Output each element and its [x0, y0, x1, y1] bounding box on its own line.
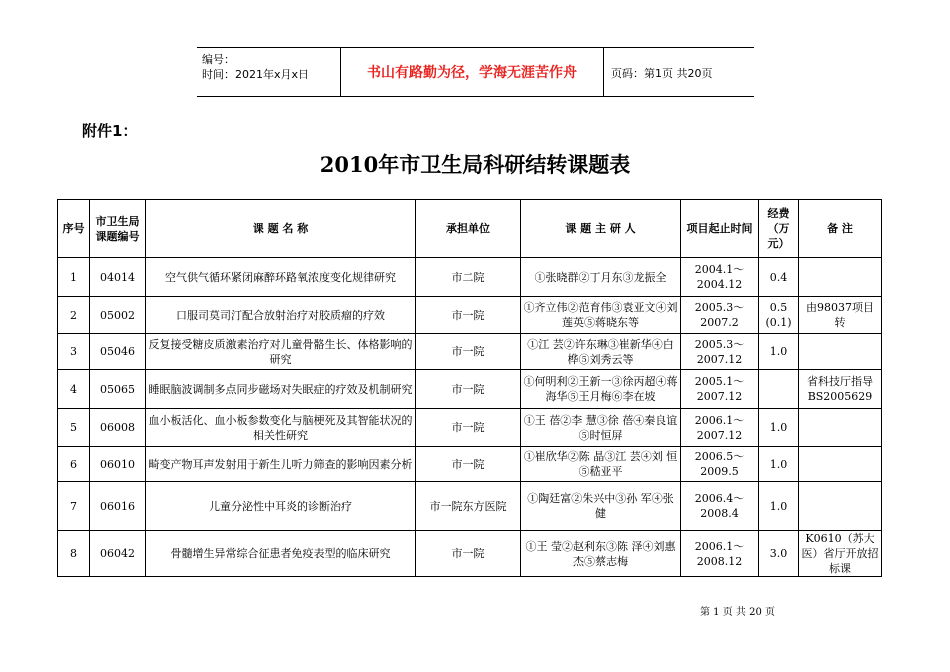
table-row: [58, 334, 882, 370]
cell-people: ①崔欣华②陈 晶③江 芸④刘 恒⑤嵇亚平: [521, 447, 681, 482]
cell-fund: 1.0: [759, 334, 799, 370]
table-row: [58, 482, 882, 531]
table-body: [58, 258, 882, 577]
cell-note: [799, 447, 882, 482]
cell-fund: 1.0: [759, 409, 799, 447]
table-header-row: [58, 200, 882, 258]
cell-people: ①陶廷富②朱兴中③孙 军④张 健: [521, 482, 681, 531]
motto: 书山有路勤为径，学海无涯苦作舟: [340, 48, 604, 96]
page-footer: 第 1 页 共 20 页: [700, 607, 775, 618]
cell-period: 2005.3～2007.12: [681, 334, 759, 370]
cell-unit: 市一院东方医院: [416, 482, 521, 531]
page-header: [197, 47, 754, 97]
cell-note: [799, 482, 882, 531]
number-label: 编号：: [202, 53, 235, 66]
cell-period: 2005.3～2007.2: [681, 297, 759, 334]
cell-unit: 市一院: [416, 297, 521, 334]
cell-note: 省科技厅指导BS2005629: [799, 370, 882, 409]
cell-seq: 7: [58, 482, 90, 531]
cell-code: 06008: [90, 409, 146, 447]
page-label: 页码：第1页 共20页: [611, 67, 713, 80]
table-row: [58, 297, 882, 334]
header-unit: 承担单位: [416, 200, 521, 258]
cell-fund: 1.0: [759, 482, 799, 531]
header-name: 课 题 名 称: [146, 200, 416, 258]
cell-name: 儿童分泌性中耳炎的诊断治疗: [146, 482, 416, 531]
cell-note: [799, 409, 882, 447]
header-people: 课 题 主 研 人: [521, 200, 681, 258]
table-row: [58, 447, 882, 482]
cell-name: 骨髓增生异常综合征患者免疫表型的临床研究: [146, 531, 416, 577]
cell-name: 畸变产物耳声发射用于新生儿听力筛查的影响因素分析: [146, 447, 416, 482]
cell-period: 2004.1～2004.12: [681, 258, 759, 297]
cell-code: 05046: [90, 334, 146, 370]
cell-code: 06016: [90, 482, 146, 531]
cell-seq: 4: [58, 370, 90, 409]
cell-seq: 6: [58, 447, 90, 482]
cell-unit: 市一院: [416, 531, 521, 577]
cell-fund: 1.0: [759, 447, 799, 482]
header-meta: [202, 52, 309, 82]
document-title: 2010年市卫生局科研结转课题表: [319, 152, 631, 177]
table-row: [58, 409, 882, 447]
header-note: 备 注: [799, 200, 882, 258]
cell-unit: 市一院: [416, 409, 521, 447]
cell-people: ①张晓群②丁月东③龙振全: [521, 258, 681, 297]
cell-code: 06010: [90, 447, 146, 482]
table-row: [58, 531, 882, 577]
cell-seq: 8: [58, 531, 90, 577]
cell-seq: 3: [58, 334, 90, 370]
header-seq: 序号: [58, 200, 90, 258]
cell-note: [799, 334, 882, 370]
cell-fund: 0.4: [759, 258, 799, 297]
cell-code: 06042: [90, 531, 146, 577]
cell-seq: 1: [58, 258, 90, 297]
cell-period: 2006.1～2008.12: [681, 531, 759, 577]
cell-people: ①江 芸②许东琳③崔新华④白 桦⑤刘秀云等: [521, 334, 681, 370]
cell-period: 2006.5～2009.5: [681, 447, 759, 482]
cell-note: 由98037项目转: [799, 297, 882, 334]
cell-name: 口服司莫司汀配合放射治疗对胶质瘤的疗效: [146, 297, 416, 334]
cell-people: ①齐立伟②范育伟③袁亚文④刘莲英⑤蒋晓东等: [521, 297, 681, 334]
projects-table: [57, 199, 882, 577]
cell-note: K0610（苏大医）省厅开放招标课: [799, 531, 882, 577]
cell-name: 空气供气循环紧闭麻醉环路氧浓度变化规律研究: [146, 258, 416, 297]
cell-code: 04014: [90, 258, 146, 297]
cell-unit: 市一院: [416, 447, 521, 482]
attachment-label: 附件1：: [82, 122, 138, 140]
cell-seq: 2: [58, 297, 90, 334]
cell-note: [799, 258, 882, 297]
header-code: 市卫生局课题编号: [90, 200, 146, 258]
cell-period: 2005.1～2007.12: [681, 370, 759, 409]
header-period: 项目起止时间: [681, 200, 759, 258]
cell-name: 血小板活化、血小板参数变化与脑梗死及其智能状况的相关性研究: [146, 409, 416, 447]
cell-period: 2006.4～2008.4: [681, 482, 759, 531]
header-fund: 经费（万元）: [759, 200, 799, 258]
cell-period: 2006.1～2007.12: [681, 409, 759, 447]
cell-code: 05002: [90, 297, 146, 334]
cell-seq: 5: [58, 409, 90, 447]
cell-people: ①王 莹②赵利东③陈 泽④刘惠杰⑤蔡志梅: [521, 531, 681, 577]
cell-code: 05065: [90, 370, 146, 409]
cell-unit: 市一院: [416, 370, 521, 409]
time-label: 时间：2021年x月x日: [202, 68, 310, 81]
cell-unit: 市二院: [416, 258, 521, 297]
table-row: [58, 258, 882, 297]
cell-people: ①何明利②王新一③徐丙超④蒋海华⑤王月梅⑥李在坡: [521, 370, 681, 409]
cell-name: 反复接受糖皮质激素治疗对儿童骨骼生长、体格影响的研究: [146, 334, 416, 370]
cell-name: 睡眠脑波调制多点同步磁场对失眠症的疗效及机制研究: [146, 370, 416, 409]
cell-fund: 0.5 (0.1): [759, 297, 799, 334]
cell-fund: 3.0: [759, 531, 799, 577]
cell-people: ①王 蓓②李 慧③徐 蓓④秦良谊⑤时恒屏: [521, 409, 681, 447]
cell-unit: 市一院: [416, 334, 521, 370]
table-row: [58, 370, 882, 409]
cell-fund: [759, 370, 799, 409]
